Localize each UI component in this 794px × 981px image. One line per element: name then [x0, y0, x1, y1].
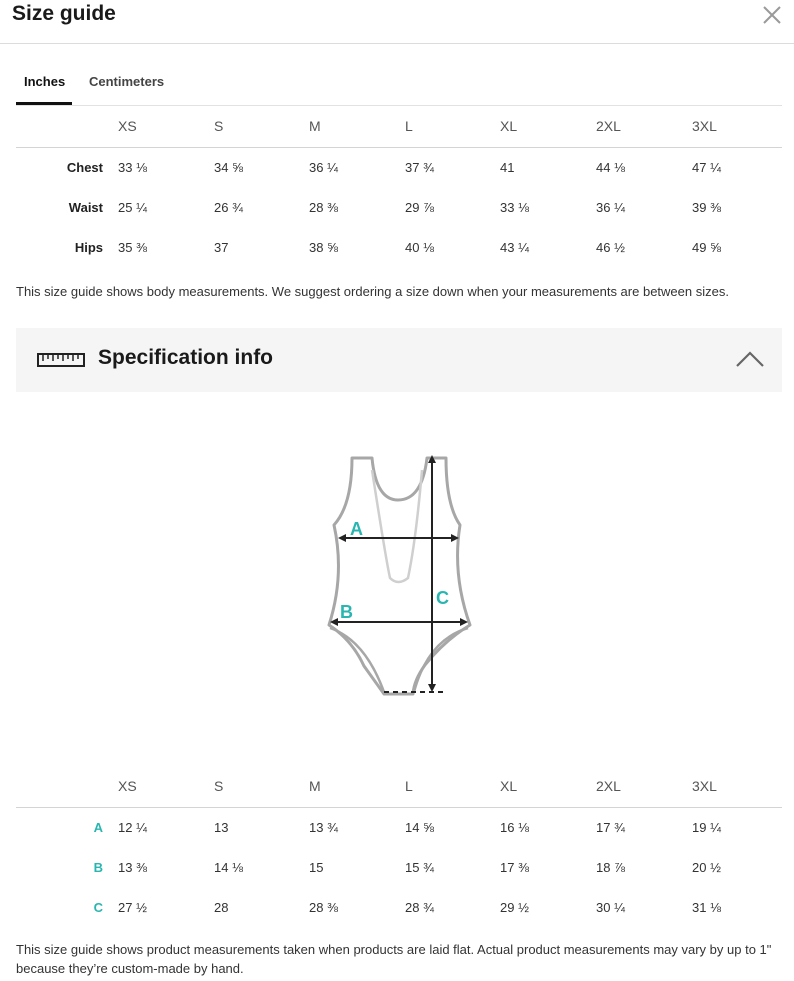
- table-cell: 13 ⅜: [118, 859, 147, 875]
- table-cell: 28: [214, 899, 229, 915]
- table-cell: 13: [214, 819, 229, 835]
- row-label: B: [93, 859, 103, 875]
- size-guide-note: This size guide shows body measurements. We suggest ordering a size down when your measurements are between sizes.: [16, 284, 729, 299]
- unit-tabs: [16, 64, 782, 106]
- column-header: XS: [111, 765, 207, 807]
- diagram-label-a: A: [350, 519, 363, 539]
- table-cell: 37 ¾: [405, 159, 434, 175]
- chevron-up-icon[interactable]: [734, 348, 766, 375]
- table-cell: 37: [214, 239, 229, 255]
- table-cell: 35 ⅜: [118, 239, 147, 255]
- table-row: [16, 807, 782, 847]
- table-row: [16, 887, 782, 927]
- table-cell: 28 ⅜: [309, 899, 338, 915]
- table-cell: 29 ⅞: [405, 199, 434, 215]
- column-header: L: [398, 765, 493, 807]
- column-header: M: [302, 105, 398, 147]
- table-cell: 15 ¾: [405, 859, 434, 875]
- table-cell: 29 ½: [500, 899, 529, 915]
- table-cell: 36 ¼: [596, 199, 625, 215]
- table-cell: 44 ⅛: [596, 159, 625, 175]
- table-cell: 38 ⅝: [309, 239, 338, 255]
- table-cell: 14 ⅛: [214, 859, 243, 875]
- row-label: C: [93, 899, 103, 915]
- table-cell: 28 ¾: [405, 899, 434, 915]
- table-row: [16, 847, 782, 887]
- size-table: [16, 105, 782, 267]
- modal-title: Size guide: [12, 2, 116, 25]
- table-cell: 14 ⅝: [405, 819, 434, 835]
- table-cell: 47 ¼: [692, 159, 721, 175]
- spec-table: [16, 765, 782, 927]
- tab-inches[interactable]: Inches: [24, 74, 66, 89]
- table-row: [16, 147, 782, 187]
- table-cell: 19 ¼: [692, 819, 721, 835]
- bodysuit-measurement-diagram: [320, 448, 480, 698]
- column-header: XL: [493, 105, 589, 147]
- table-cell: 15: [309, 859, 324, 875]
- table-row: [16, 187, 782, 227]
- row-label: Waist: [68, 199, 103, 215]
- diagram-label-c: C: [436, 588, 449, 608]
- table-cell: 49 ⅝: [692, 239, 721, 255]
- spec-guide-note: This size guide shows product measurements taken when products are laid flat. Actual product measurements may vary by up to 1" because they’re custom-made by hand.: [16, 942, 772, 976]
- table-cell: 20 ½: [692, 859, 721, 875]
- table-cell: 30 ¼: [596, 899, 625, 915]
- table-cell: 39 ⅜: [692, 199, 721, 215]
- column-header: L: [398, 105, 493, 147]
- table-cell: 31 ⅛: [692, 899, 721, 915]
- table-cell: 28 ⅜: [309, 199, 338, 215]
- table-cell: 33 ⅛: [500, 199, 529, 215]
- spec-table-header: [16, 765, 782, 807]
- table-cell: 36 ¼: [309, 159, 338, 175]
- table-cell: 33 ⅛: [118, 159, 147, 175]
- column-header: 2XL: [589, 105, 685, 147]
- column-header: 3XL: [685, 765, 782, 807]
- row-label: Hips: [74, 239, 103, 255]
- arrow-c-bottom: [428, 684, 436, 692]
- column-header: 2XL: [589, 765, 685, 807]
- table-cell: 34 ⅝: [214, 159, 243, 175]
- bodysuit-outline: [329, 458, 470, 694]
- table-cell: 41: [500, 159, 515, 175]
- modal-header: [0, 0, 794, 44]
- column-header: XS: [111, 105, 207, 147]
- specification-info-title: Specification info: [98, 346, 274, 369]
- row-label: Chest: [66, 159, 103, 175]
- table-cell: 43 ¼: [500, 239, 529, 255]
- header-cell: [16, 105, 111, 147]
- table-cell: 26 ¾: [214, 199, 243, 215]
- column-header: S: [207, 105, 302, 147]
- table-cell: 18 ⅞: [596, 859, 625, 875]
- column-header: M: [302, 765, 398, 807]
- table-cell: 12 ¼: [118, 819, 147, 835]
- table-cell: 25 ¼: [118, 199, 147, 215]
- diagram-label-b: B: [340, 602, 353, 622]
- row-label: A: [93, 819, 103, 835]
- table-cell: 16 ⅛: [500, 819, 529, 835]
- table-cell: 13 ¾: [309, 819, 338, 835]
- table-row: [16, 227, 782, 267]
- size-table-header: [16, 105, 782, 147]
- table-cell: 17 ⅜: [500, 859, 529, 875]
- column-header: XL: [493, 765, 589, 807]
- table-cell: 27 ½: [118, 899, 147, 915]
- ruler-icon: [37, 353, 85, 372]
- table-cell: 46 ½: [596, 239, 625, 255]
- specification-info-toggle[interactable]: [16, 328, 782, 392]
- table-cell: 40 ⅛: [405, 239, 434, 255]
- column-header: 3XL: [685, 105, 782, 147]
- tab-centimeters[interactable]: Centimeters: [89, 74, 165, 89]
- close-icon[interactable]: [760, 3, 784, 27]
- column-header: S: [207, 765, 302, 807]
- header-cell: [16, 765, 111, 807]
- table-cell: 17 ¾: [596, 819, 625, 835]
